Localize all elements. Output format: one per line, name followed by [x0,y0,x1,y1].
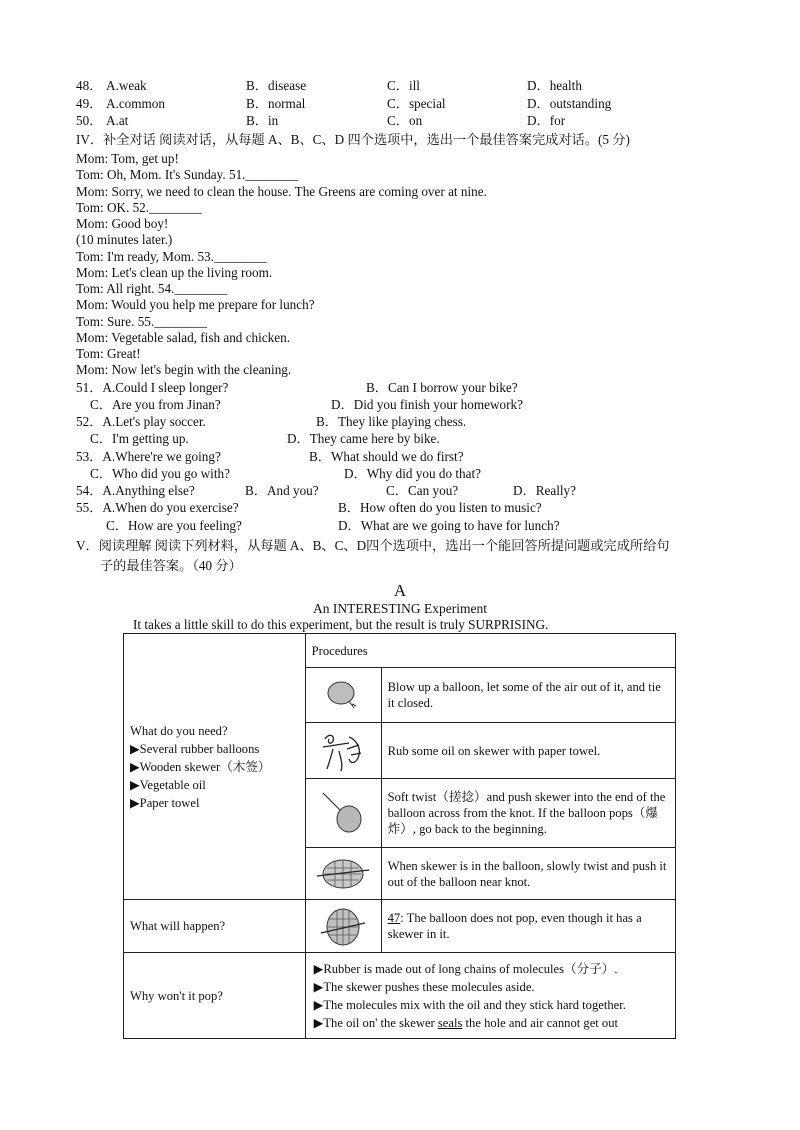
why-item: ▶The molecules mix with the oil and they stick hard together. [313,997,626,1012]
skewered-balloon-icon [317,854,369,894]
q49-option-c: C．special [387,96,446,111]
why-item: ▶The skewer pushes these molecules aside. [313,979,535,994]
needs-item: ▶Wooden skewer（木签） [130,759,271,774]
dialog-line: Mom: Good boy! [76,216,169,231]
dialog-line: (10 minutes later.) [76,232,173,247]
dialog-line: Mom: Sorry, we need to clean the house. The Greens are coming over at nine. [76,184,487,199]
happen-text: : The balloon does not pop, even though it has a skewer in it. [387,911,642,941]
procedures-header: Procedures [305,634,675,668]
step-1-text: Blow up a balloon, let some of the air out of it, and tie it closed. [381,668,675,723]
dialog-line: Mom: Would you help me prepare for lunch? [76,297,315,312]
q55-option-a: 55．A.When do you exercise? [76,500,239,515]
step-4-picture [305,848,381,900]
q53-option-a: 53．A.Where're we going? [76,449,221,464]
seals-word: seals [437,1015,463,1030]
hands-oil-icon [319,729,367,773]
q55-option-b: B．How often do you listen to music? [338,500,542,515]
balloon-icon [323,677,363,713]
q48-number: 48． [76,78,103,93]
skewered-balloon-result-icon [319,903,367,949]
passage-title: An INTERESTING Experiment [313,601,487,616]
q51-option-a: 51．A.Could I sleep longer? [76,380,229,395]
needs-item: ▶Several rubber balloons [130,741,260,756]
q54-option-c: C．Can you? [386,483,459,498]
q55-option-d: D．What are we going to have for lunch? [338,518,560,533]
q53-option-b: B．What should we do first? [309,449,464,464]
happen-label: What will happen? [124,900,306,953]
q48-option-a: A.weak [106,78,147,93]
q54-option-b: B．And you? [245,483,319,498]
section-v-heading: V．阅读理解 阅读下列材料，从每题 A、B、C、D四个选项中，选出一个能回答所提问题或完成所给句 [76,538,670,553]
dialog-line: Mom: Now let's begin with the cleaning. [76,362,292,377]
q49-option-a: A.common [106,96,165,111]
q49-number: 49． [76,96,103,111]
section-iv-heading: IV．补全对话 阅读对话，从每题 A、B、C、D 四个选项中，选出一个最佳答案完成对话。(5 分) [76,132,630,147]
dialog-line: Tom: Sure. 55.________ [76,314,207,329]
q53-option-d: D．Why did you do that? [344,466,481,481]
needs-item: ▶Paper towel [130,795,200,810]
dialog-line: Tom: Great! [76,346,141,361]
dialog-line: Mom: Vegetable salad, fish and chicken. [76,330,290,345]
q55-option-c: C．How are you feeling? [106,518,242,533]
why-last-pre: ▶The oil on' the skewer [313,1015,435,1030]
dialog-line: Mom: Tom, get up! [76,151,179,166]
why-item-last [314,1015,669,1031]
passage-letter: A [393,581,407,600]
q50-option-b: B．in [246,113,279,128]
dialog-line: Tom: OK. 52.________ [76,200,202,215]
why-cell [305,953,675,1039]
q53-option-c: C．Who did you go with? [90,466,230,481]
q48-option-b: B．disease [246,78,307,93]
q51-option-d: D．Did you finish your homework? [331,397,523,412]
step-3-text: Soft twist（搓捻）and push skewer into the end of the balloon across from the knot. If the balloon pops（爆炸）, go back to the beginning. [381,779,675,848]
q48-option-c: C．ill [387,78,420,93]
needs-cell [124,634,306,900]
q52-option-a: 52．A.Let's play soccer. [76,414,206,429]
q52-option-c: C．I'm getting up. [90,431,189,446]
q54-option-a: 54．A.Anything else? [76,483,195,498]
q50-option-c: C．on [387,113,423,128]
dialog-line: Tom: I'm ready, Mom. 53.________ [76,249,267,264]
why-label: Why won't it pop? [124,953,306,1039]
q52-option-d: D．They came here by bike. [287,431,440,446]
dialog-line: Tom: Oh, Mom. It's Sunday. 51.________ [76,167,299,182]
happen-picture [305,900,381,953]
blank-47: 47 [387,911,401,925]
why-last-post: the hole and air cannot get out [465,1015,619,1030]
q51-option-c: C．Are you from Jinan? [90,397,221,412]
step-1-picture [305,668,381,723]
passage-intro: It takes a little skill to do this experiment, but the result is truly SURPRISING. [133,617,549,632]
needs-title: What do you need? [130,723,228,738]
q50-option-a: A.at [106,113,129,128]
q49-option-d: D．outstanding [527,96,612,111]
experiment-table [123,633,676,1039]
section-v-heading-cont: 子的最佳答案。（40 分） [100,558,242,573]
why-item: ▶Rubber is made out of long chains of molecules（分子）. [313,961,618,976]
step-3-picture [305,779,381,848]
q50-number: 50． [76,113,103,128]
dialog-line: Tom: All right. 54.________ [76,281,228,296]
q50-option-d: D．for [527,113,566,128]
step-4-text: When skewer is in the balloon, slowly twist and push it out of the balloon near knot. [381,848,675,900]
step-2-picture [305,723,381,779]
q54-option-d: D．Really? [513,483,576,498]
happen-text-cell [381,900,675,953]
dialog-line: Mom: Let's clean up the living room. [76,265,273,280]
step-2-text: Rub some oil on skewer with paper towel. [381,723,675,779]
balloon-skewer-icon [319,789,367,837]
q51-option-b: B．Can I borrow your bike? [366,380,518,395]
q52-option-b: B．They like playing chess. [316,414,467,429]
q48-option-d: D．health [527,78,582,93]
needs-item: ▶Vegetable oil [130,777,206,792]
q49-option-b: B．normal [246,96,306,111]
